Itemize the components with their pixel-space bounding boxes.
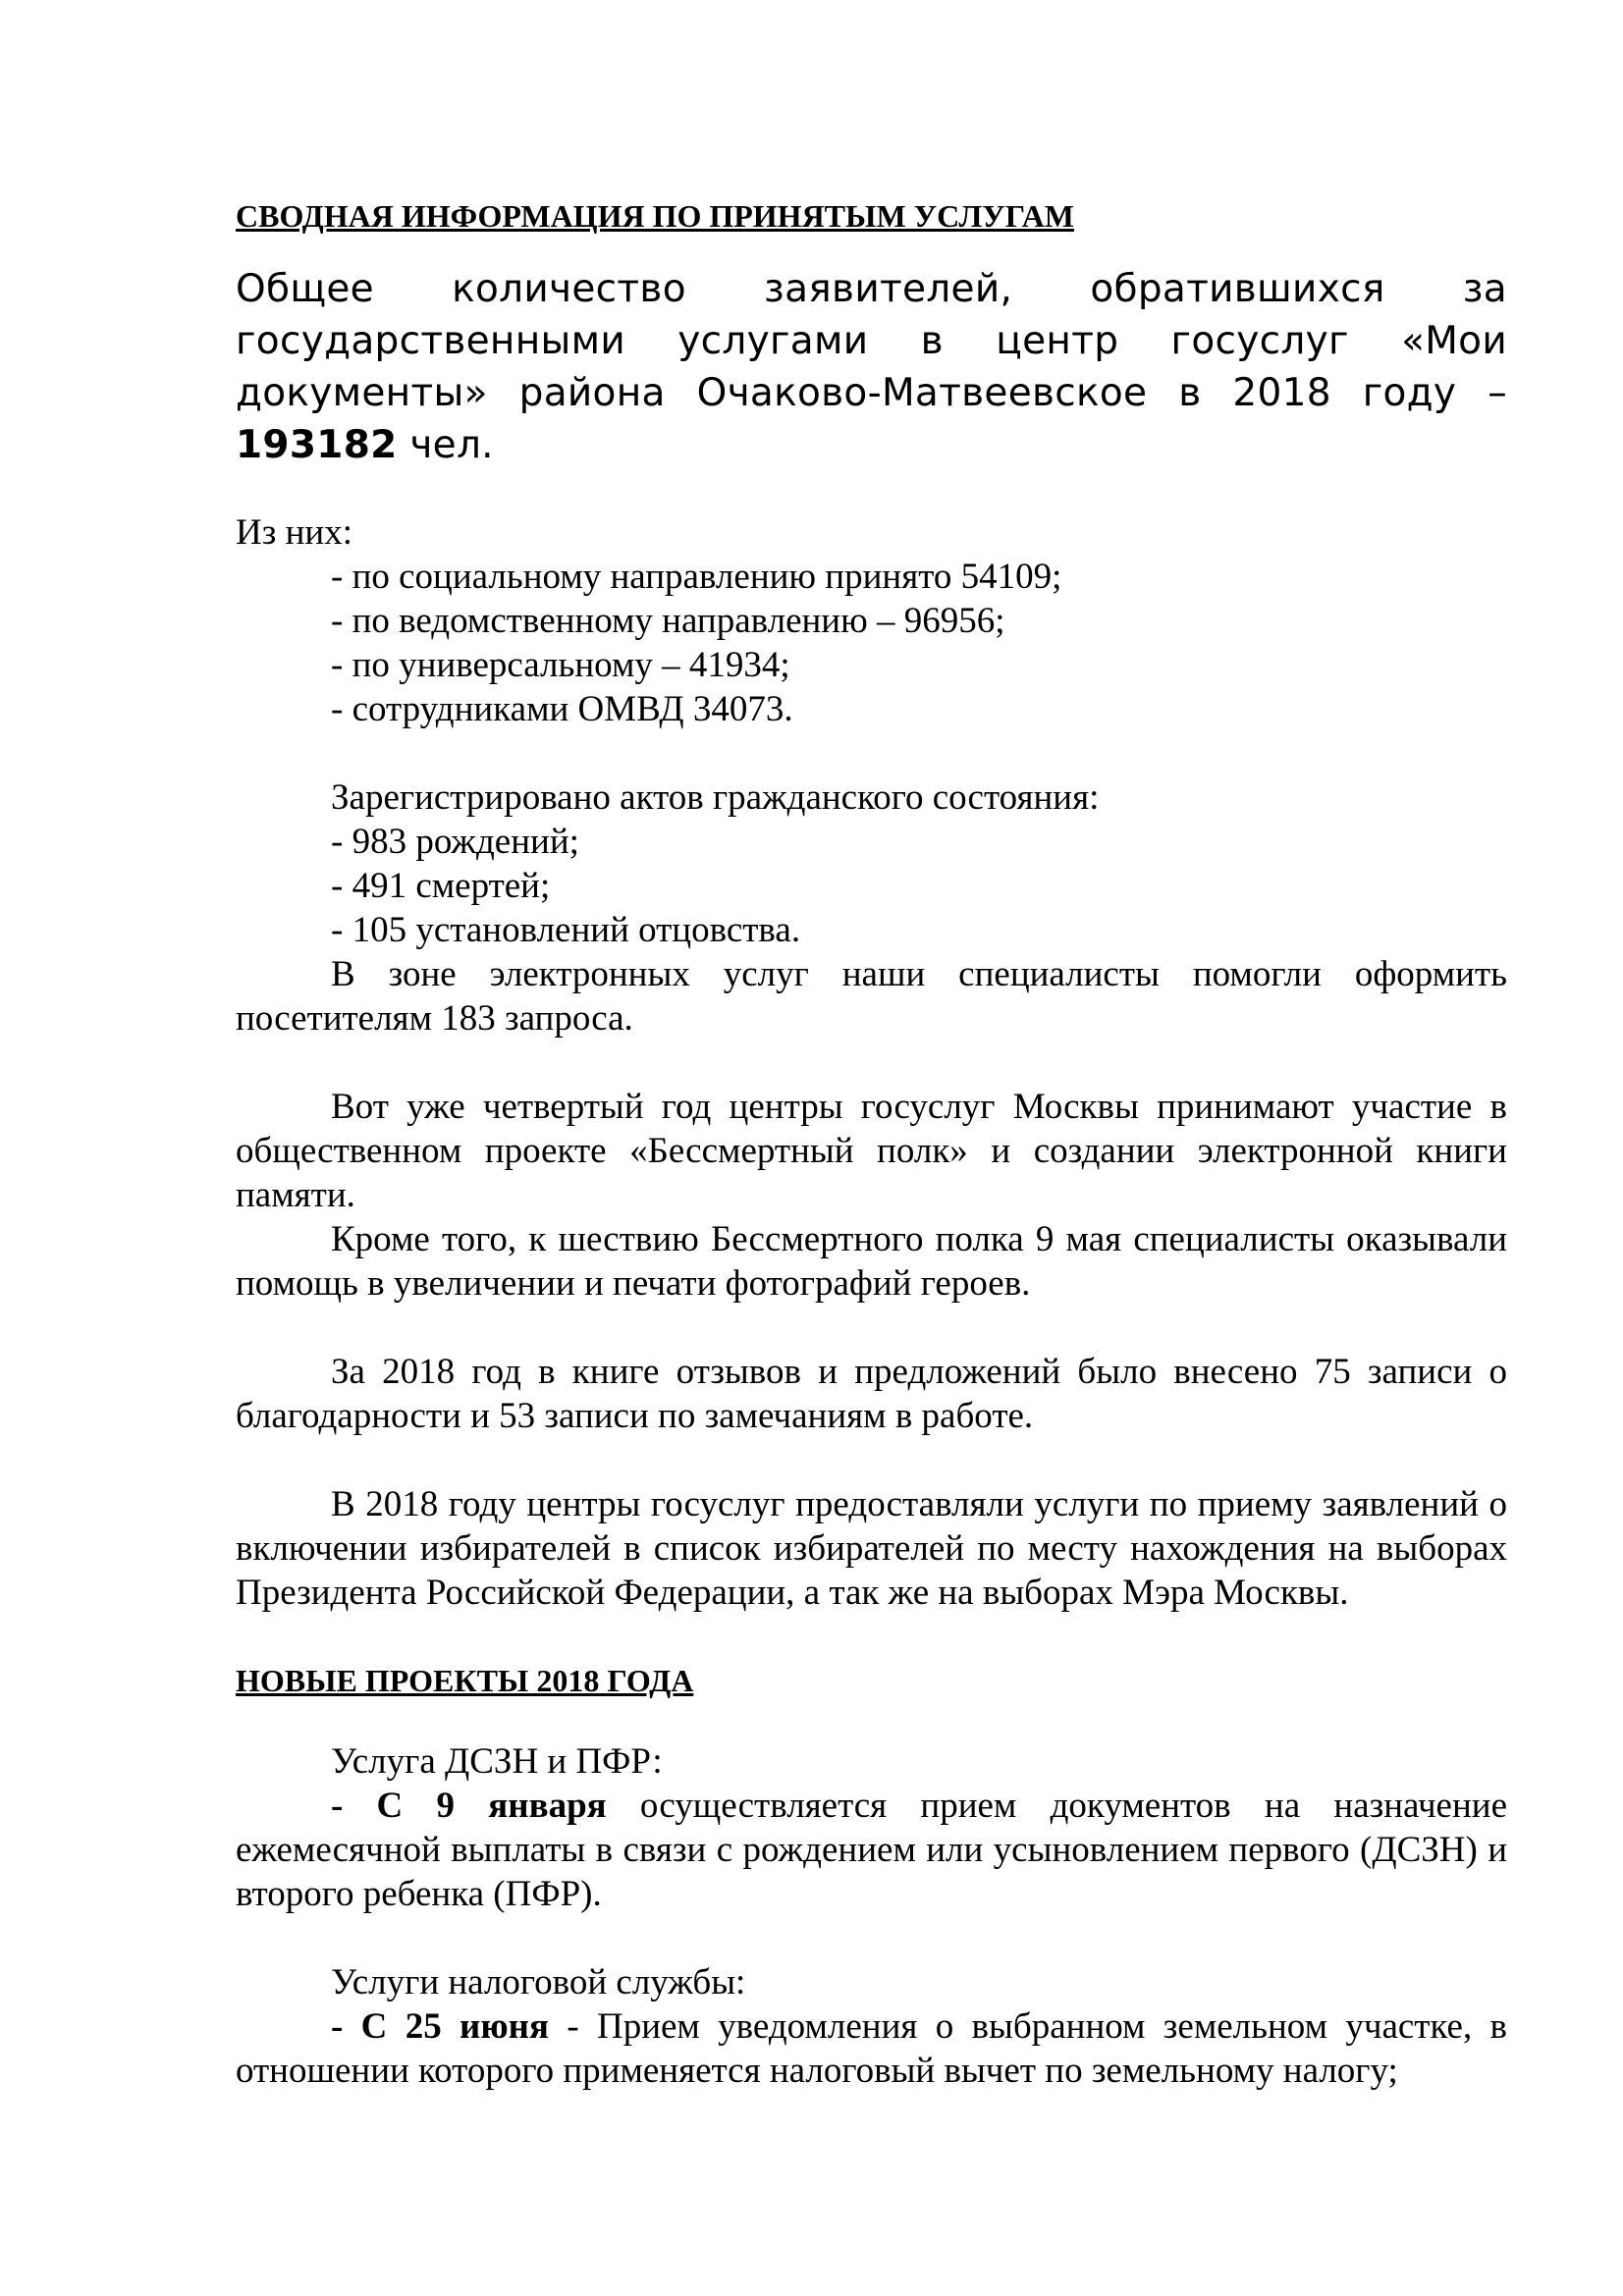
list-item-departmental: - по ведомственному направлению – 96956; [331, 601, 1005, 641]
total-applicants-paragraph [236, 263, 1507, 471]
list-item-omvd: - сотрудниками ОМВД 34073. [331, 689, 793, 729]
dszn-paragraph [236, 1784, 1507, 1916]
list-item-deaths: - 491 смертей; [331, 866, 551, 906]
list-item-social: - по социальному направлению принято 54109; [331, 557, 1062, 597]
e-services-paragraph: В зоне электронных услуг наши специалисты помогли оформить посетителям 183 запроса. [236, 954, 1507, 1039]
immortal-regiment-paragraph: Вот уже четвертый год центры госуслуг Москвы принимают участие в общественном проекте «Бессмертный полк» и создании электронной книги памяти. [236, 1087, 1507, 1215]
civil-acts-intro: Зарегистрировано актов гражданского состояния: [331, 777, 1100, 818]
section-heading-new-projects: НОВЫЕ ПРОЕКТЫ 2018 ГОДА [236, 1663, 694, 1698]
document-body [236, 196, 1507, 2093]
immortal-regiment-photos-paragraph: Кроме того, к шествию Бессмертного полка 9 мая специалисты оказывали помощь в увеличении и печати фотографий героев. [236, 1219, 1507, 1304]
total-applicants-text: Общее количество заявителей, обратившихся за государственными услугами в центр госуслуг «Мои документы» района Очаково-Матвеевское в 2018 году – [236, 267, 1507, 415]
total-applicants-number: 193182 [236, 423, 398, 467]
elections-paragraph: В 2018 году центры госуслуг предоставляли услуги по приему заявлений о включении избирателей в список избирателей по месту нахождения на выборах Президента Российской Федерации, а так же на выборах Мэра Москвы. [236, 1484, 1507, 1613]
dszn-text: осуществляется прием документов на назначение ежемесячной выплаты в связи с рождением или усыновлением первого (ДСЗН) и второго ребенка (ПФР). [236, 1786, 1507, 1914]
tax-text: - Прием уведомления о выбранном земельном участке, в отношении которого применяется налоговый вычет по земельному налогу; [236, 2006, 1507, 2091]
list-item-paternity: - 105 установлений отцовства. [331, 910, 801, 950]
list-item-universal: - по универсальному – 41934; [331, 645, 790, 685]
of-them-intro: Из них: [236, 512, 352, 553]
tax-date: - С 25 июня [331, 2006, 549, 2047]
dszn-date: - С 9 января [331, 1786, 607, 1826]
section-heading-summary: СВОДНАЯ ИНФОРМАЦИЯ ПО ПРИНЯТЫМ УСЛУГАМ [236, 198, 1074, 234]
tax-paragraph [236, 2004, 1507, 2093]
tax-title: Услуги налоговой службы: [331, 1962, 746, 2002]
list-item-births: - 983 рождений; [331, 822, 579, 862]
total-applicants-unit: чел. [397, 423, 494, 467]
dszn-title: Услуга ДСЗН и ПФР: [331, 1741, 663, 1782]
feedback-paragraph: За 2018 год в книге отзывов и предложений было внесено 75 записи о благодарности и 53 записи по замечаниям в работе. [236, 1352, 1507, 1436]
